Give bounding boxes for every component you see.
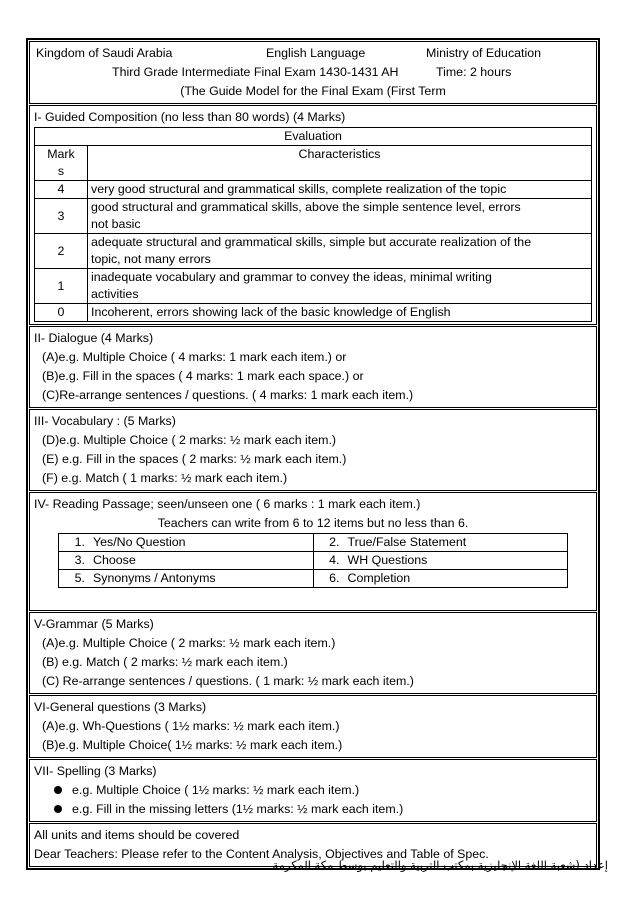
table-row	[59, 552, 568, 570]
vocabulary-title: III- Vocabulary : (5 Marks)	[34, 414, 176, 428]
list-item: (B)e.g. Fill in the spaces ( 4 marks: 1 mark each space.) or	[42, 369, 364, 383]
list-item: (C) Re-arrange sentences / questions. ( 1 mark: ½ mark each item.)	[42, 674, 414, 688]
mark-cell: 0	[35, 304, 88, 322]
list-item: (B)e.g. Multiple Choice( 1½ marks: ½ mark each item.)	[42, 738, 343, 752]
question-type-cell: 5. Synonyms / Antonyms	[59, 570, 314, 588]
table-row	[59, 570, 568, 588]
kingdom-label: Kingdom of Saudi Arabia	[36, 46, 173, 60]
list-item: (D)e.g. Multiple Choice ( 2 marks: ½ mark each item.)	[42, 433, 337, 447]
list-item: (C)Re-arrange sentences / questions. ( 4 marks: 1 mark each item.)	[42, 388, 414, 402]
composition-title: I- Guided Composition (no less than 80 words) (4 Marks)	[34, 110, 346, 124]
table-row	[59, 534, 568, 552]
table-row	[35, 181, 592, 199]
question-type-cell: 6. Completion	[313, 570, 568, 588]
list-item: (A)e.g. Multiple Choice ( 2 marks: ½ mark each item.)	[42, 636, 336, 650]
composition-section	[29, 105, 597, 325]
reading-section	[29, 492, 597, 611]
list-item: e.g. Multiple Choice ( 1½ marks: ½ mark each item.)	[34, 781, 592, 800]
question-type-cell: 1. Yes/No Question	[59, 534, 314, 552]
characteristics-column-header: Characteristics	[88, 146, 592, 181]
dialogue-section	[29, 326, 597, 408]
notes-line1: All units and items should be covered	[34, 828, 240, 842]
mark-cell: 4	[35, 181, 88, 199]
grammar-title: V-Grammar (5 Marks)	[34, 617, 154, 631]
subject-label: English Language	[266, 46, 366, 60]
characteristics-cell: Incoherent, errors showing lack of the basic knowledge of English	[88, 304, 592, 322]
bullet-icon	[54, 786, 62, 794]
vocabulary-section	[29, 409, 597, 491]
question-type-cell: 3. Choose	[59, 552, 314, 570]
table-row	[35, 234, 592, 269]
general-title: VI-General questions (3 Marks)	[34, 700, 207, 714]
mark-cell: 1	[35, 269, 88, 304]
footer-credit: إعداد (شعبة اللغة الإنجليزية بمكتب التربية والتعليم بوسط مكة المكرمة	[272, 858, 608, 872]
table-row	[35, 199, 592, 234]
spelling-title: VII- Spelling (3 Marks)	[34, 764, 157, 778]
list-item: (E) e.g. Fill in the spaces ( 2 marks: ½ mark each item.)	[42, 452, 347, 466]
exam-label: Third Grade Intermediate Final Exam 1430-1431 AH	[112, 65, 399, 79]
list-item: e.g. Fill in the missing letters (1½ marks: ½ mark each item.)	[34, 800, 592, 819]
question-type-cell: 2. True/False Statement	[313, 534, 568, 552]
grammar-section	[29, 612, 597, 694]
model-label: (The Guide Model for the Final Exam (First Term	[180, 84, 446, 98]
reading-note: Teachers can write from 6 to 12 items but no less than 6.	[157, 516, 469, 530]
spelling-section	[29, 759, 597, 822]
bullet-icon	[54, 805, 62, 813]
marks-header-line1: Mark	[47, 147, 75, 161]
list-item: (A)e.g. Wh-Questions ( 1½ marks: ½ mark each item.)	[42, 719, 340, 733]
characteristics-cell: very good structural and grammatical skills, complete realization of the topic	[88, 181, 592, 199]
marks-header-line2: s	[57, 164, 65, 178]
marks-column-header	[35, 146, 88, 181]
characteristics-cell: inadequate vocabulary and grammar to convey the ideas, minimal writing activities	[88, 269, 592, 304]
dialogue-title: II- Dialogue (4 Marks)	[34, 331, 154, 345]
question-types-table	[58, 533, 568, 588]
question-type-cell: 4. WH Questions	[313, 552, 568, 570]
mark-cell: 2	[35, 234, 88, 269]
reading-title: IV- Reading Passage; seen/unseen one ( 6 marks : 1 mark each item.)	[34, 497, 421, 511]
list-item: (A)e.g. Multiple Choice ( 4 marks: 1 mark each item.) or	[42, 350, 347, 364]
evaluation-table	[34, 127, 592, 322]
general-questions-section	[29, 695, 597, 758]
characteristics-cell: good structural and grammatical skills, above the simple sentence level, errors not basic	[88, 199, 592, 234]
ministry-label: Ministry of Education	[426, 46, 542, 60]
notes-line2: Dear Teachers: Please refer to the Content Analysis, Objectives and Table of Spec.	[34, 847, 489, 861]
list-item: (F) e.g. Match ( 1 marks: ½ mark each item.)	[42, 471, 288, 485]
header-section	[29, 41, 597, 104]
time-label: Time: 2 hours	[436, 65, 512, 79]
evaluation-header: Evaluation	[35, 128, 592, 146]
table-row	[35, 304, 592, 322]
mark-cell: 3	[35, 199, 88, 234]
exam-guide-frame	[26, 38, 600, 870]
list-item: (B) e.g. Match ( 2 marks: ½ mark each item.)	[42, 655, 288, 669]
characteristics-cell: adequate structural and grammatical skills, simple but accurate realization of the topic, not many errors	[88, 234, 592, 269]
table-row	[35, 269, 592, 304]
